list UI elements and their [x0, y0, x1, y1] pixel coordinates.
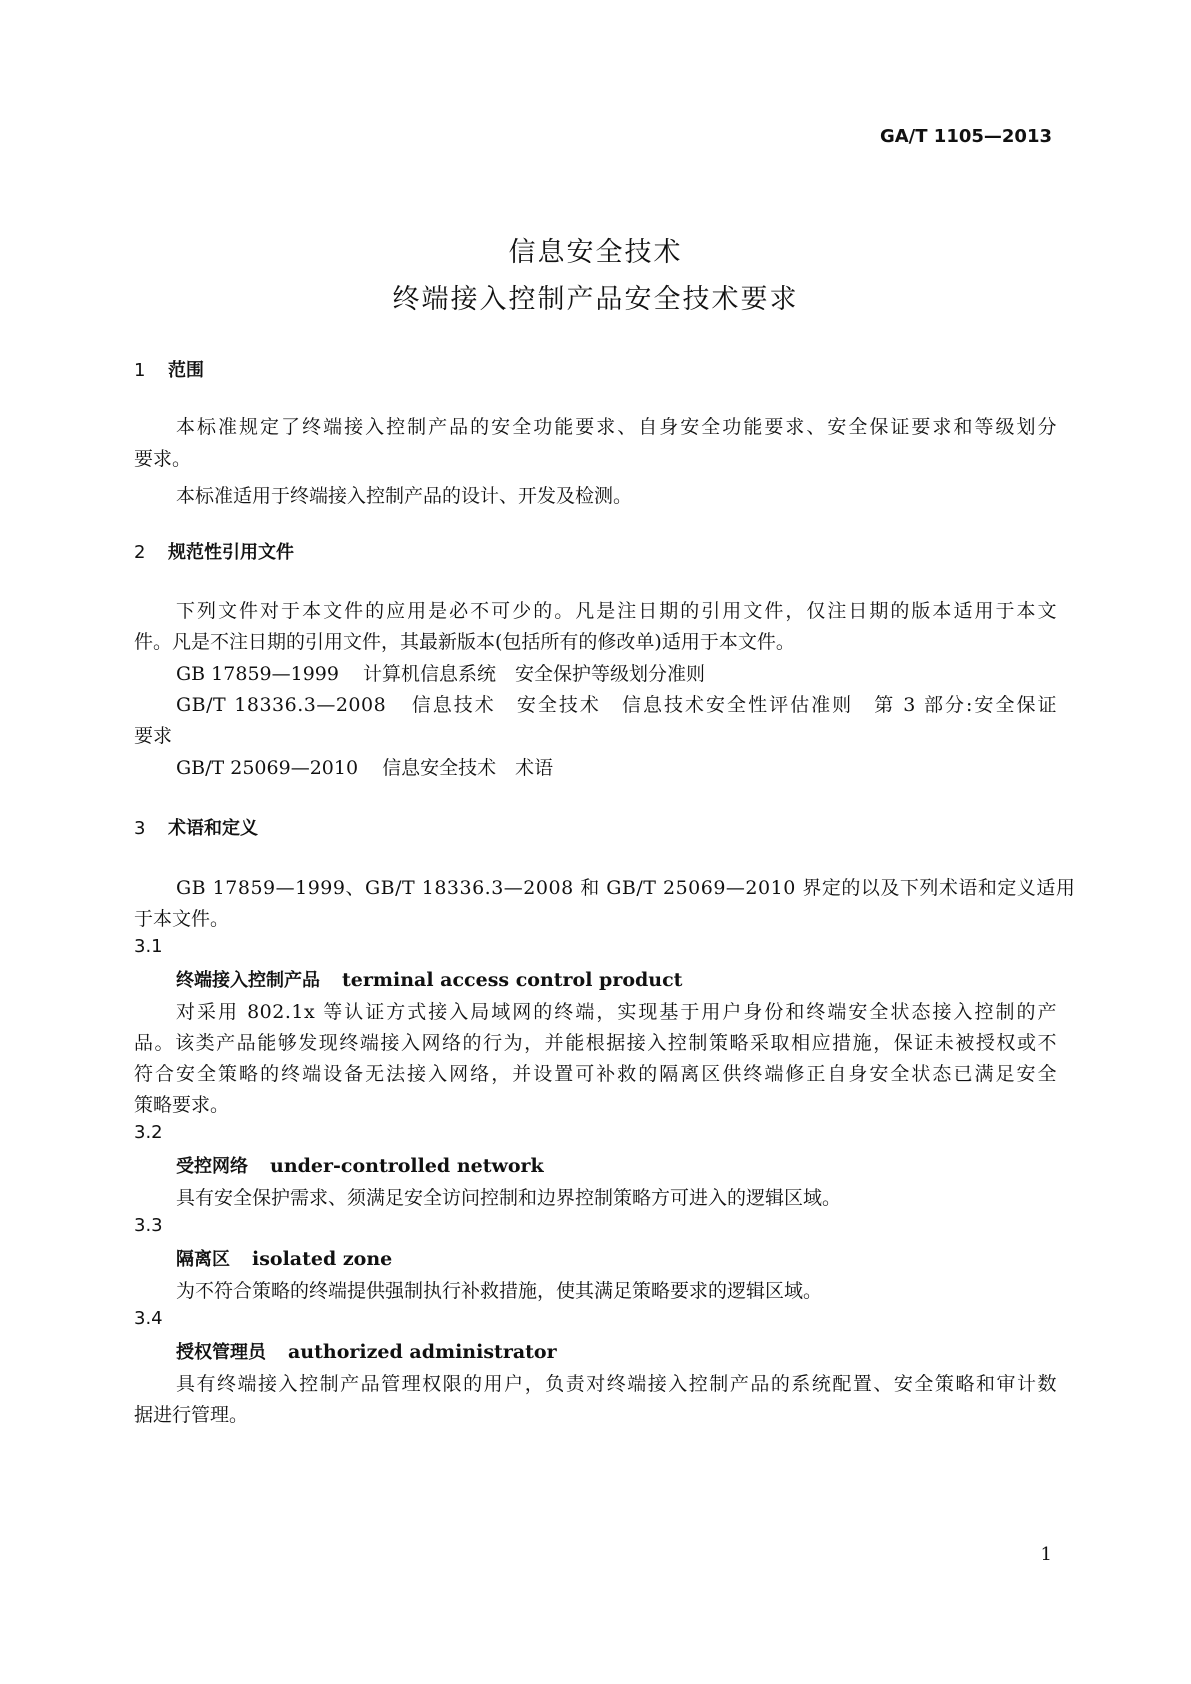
section-number: 3: [134, 818, 146, 839]
paragraph-line: GB 17859—1999、GB/T 18336.3—2008 和 GB/T 25069—2010 界定的以及下列术语和定义适用: [176, 877, 1076, 899]
section-heading-scope: [134, 356, 204, 382]
paragraph: 本标准适用于终端接入控制产品的设计、开发及检测。: [176, 485, 633, 507]
section-heading-normative-references: [134, 538, 294, 564]
reference-item: [176, 659, 705, 686]
clause-number: 3.1: [134, 936, 163, 957]
paragraph-line: 于本文件。: [134, 908, 230, 930]
term-english: isolated zone: [252, 1248, 393, 1270]
paragraph-line: 要求。: [134, 448, 192, 470]
term-chinese: 终端接入控制产品: [176, 970, 320, 991]
section-heading-terms-definitions: [134, 814, 258, 840]
definition-line: 据进行管理。: [134, 1404, 249, 1426]
reference-title: 信息技术 安全技术 信息技术安全性评估准则 第 3 部分:安全保证: [410, 694, 1057, 716]
section-title: 规范性引用文件: [168, 542, 294, 563]
paragraph-line: 下列文件对于本文件的应用是必不可少的。凡是注日期的引用文件，仅注日期的版本适用于本文: [176, 600, 1057, 622]
term-chinese: 授权管理员: [176, 1342, 266, 1363]
term-english: authorized administrator: [288, 1341, 557, 1363]
term-chinese: 隔离区: [176, 1249, 230, 1270]
term-chinese: 受控网络: [176, 1156, 248, 1177]
section-title: 术语和定义: [168, 818, 258, 839]
definition-line: 具有终端接入控制产品管理权限的用户，负责对终端接入控制产品的系统配置、安全策略和审计数: [176, 1373, 1057, 1395]
definition-line: 为不符合策略的终端提供强制执行补救措施，使其满足策略要求的逻辑区域。: [176, 1280, 823, 1302]
reference-item: [176, 690, 1057, 717]
standard-number: GA/T 1105—2013: [879, 126, 1052, 147]
definition-line: 具有安全保护需求、须满足安全访问控制和边界控制策略方可进入的逻辑区域。: [176, 1187, 842, 1209]
definition-line: 品。该类产品能够发现终端接入网络的行为，并能根据接入控制策略采取相应措施，保证未被授权或不: [134, 1032, 1057, 1054]
term-entry: [176, 966, 682, 992]
page-number: 1: [1040, 1544, 1052, 1565]
clause-number: 3.2: [134, 1122, 163, 1143]
reference-code: GB/T 18336.3—2008: [176, 694, 387, 716]
reference-title: 信息安全技术 术语: [382, 757, 554, 779]
reference-code: GB/T 25069—2010: [176, 757, 359, 779]
section-number: 2: [134, 542, 146, 563]
paragraph-line: 本标准规定了终端接入控制产品的安全功能要求、自身安全功能要求、安全保证要求和等级划分: [176, 416, 1057, 438]
paragraph-line: 件。凡是不注日期的引用文件，其最新版本(包括所有的修改单)适用于本文件。: [134, 631, 795, 653]
reference-continuation: 要求: [134, 725, 173, 747]
term-english: terminal access control product: [342, 969, 683, 991]
term-english: under-controlled network: [270, 1155, 544, 1177]
definition-line: 策略要求。: [134, 1094, 230, 1116]
reference-item: [176, 753, 553, 780]
section-number: 1: [134, 360, 146, 381]
term-entry: [176, 1152, 544, 1178]
clause-number: 3.3: [134, 1215, 163, 1236]
reference-title: 计算机信息系统 安全保护等级划分准则: [362, 663, 705, 685]
term-entry: [176, 1338, 557, 1364]
document-title-line1: 信息安全技术: [508, 237, 683, 268]
definition-line: 对采用 802.1x 等认证方式接入局域网的终端，实现基于用户身份和终端安全状态接入控制的产: [176, 1001, 1057, 1023]
term-entry: [176, 1245, 392, 1271]
document-title-line2: 终端接入控制产品安全技术要求: [392, 284, 799, 315]
section-title: 范围: [168, 360, 204, 381]
definition-line: 符合安全策略的终端设备无法接入网络，并设置可补救的隔离区供终端修正自身安全状态已满足安全: [134, 1063, 1057, 1085]
reference-code: GB 17859—1999: [176, 663, 339, 685]
clause-number: 3.4: [134, 1308, 163, 1329]
